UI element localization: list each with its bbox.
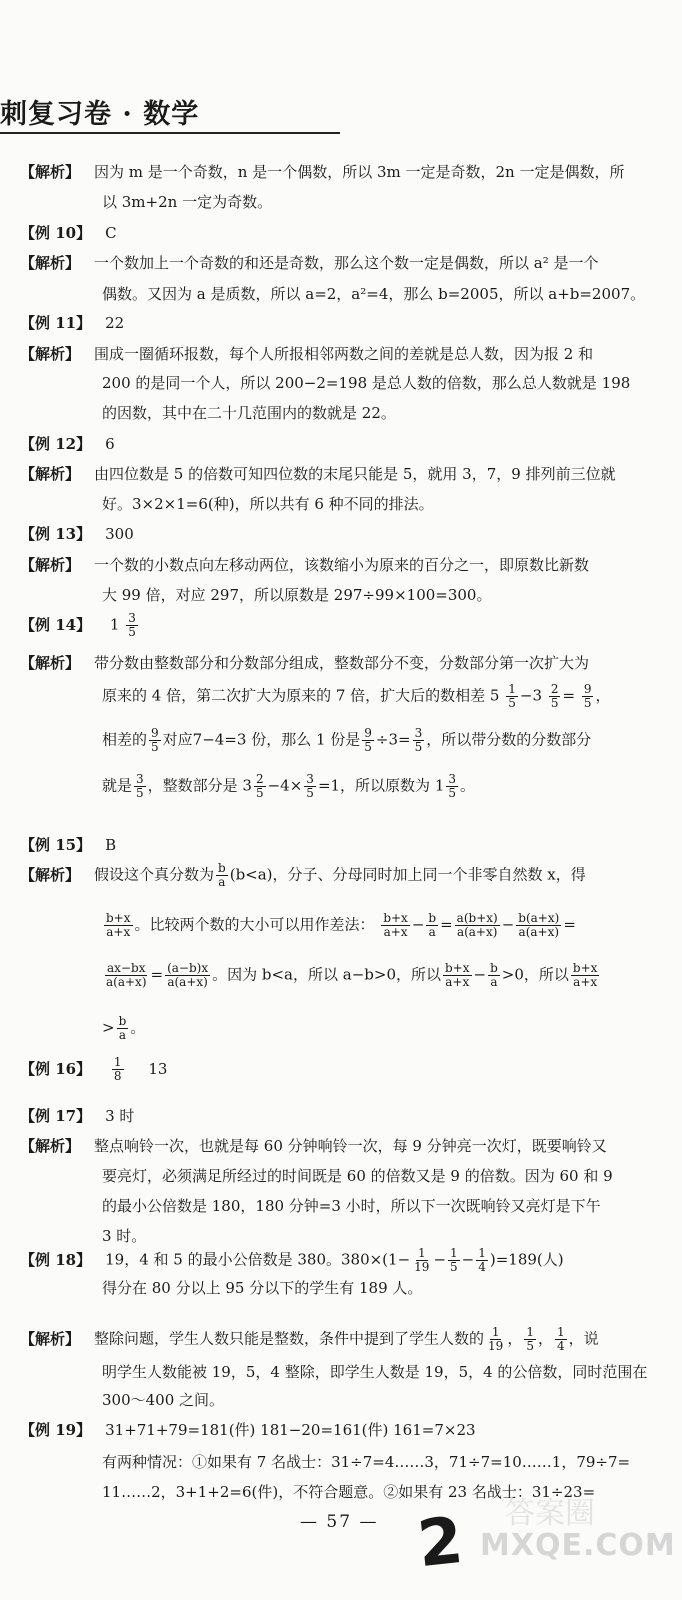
- entry-text: 22: [105, 314, 125, 332]
- entry-text: 一个数的小数点向左移动两位，该数缩小为原来的百分之一，即原数比新数: [94, 556, 590, 574]
- entry-line: [20, 1420, 476, 1440]
- entry-line: [20, 162, 624, 182]
- entry-line: [20, 253, 599, 273]
- entry-text: 整点响铃一次，也就是每 60 分钟响铃一次，每 9 分钟亮一次灯，既要响铃又: [94, 1137, 607, 1155]
- continuation-line: [102, 585, 491, 605]
- entry-line: [20, 555, 589, 575]
- entry-line: [20, 653, 589, 673]
- continuation-line: [102, 1278, 422, 1298]
- entry-text: 3 时: [105, 1107, 135, 1125]
- entry-tag: 【例 11】: [20, 314, 92, 332]
- analysis-14-line-3: 相差的 $\frac{9}{5}$ 对应7−4=3 份，那么 1 份是 $\frac{9}{5}$ ÷3= $\frac{3}{5}$ ，所以带分数的分数部分: [102, 726, 592, 754]
- analysis-18-line-2: 明学生人数能被 19，5，4 整除，即学生人数是 19，5，4 的公倍数，同时范围在: [102, 1363, 648, 1381]
- example-14: [20, 612, 140, 639]
- entry-text: 大 99 倍，对应 297，所以原数是 297÷99×100=300。: [102, 586, 492, 604]
- entry-line: [20, 835, 116, 855]
- entry-text: 因为 m 是一个奇数，n 是一个偶数，所以 3m 一定是奇数，2n 一定是偶数，所: [94, 163, 625, 181]
- continuation-line: [102, 1390, 224, 1410]
- entry-line: [20, 344, 593, 364]
- entry-line: [20, 434, 115, 454]
- entry-text: 3 时。: [102, 1227, 147, 1245]
- entry-tag: 【解析】: [20, 556, 81, 574]
- entry-text: 200 的是同一个人，所以 200−2=198 是总人数的倍数，那么总人数就是 198: [102, 374, 631, 392]
- entry-tag: 【例 15】: [20, 836, 92, 854]
- analysis-14-line-2: 原来的 4 倍，第二次扩大为原来的 7 倍，扩大后的数相差 5 $\frac{1}{5}$ −3 $\frac{2}{5}$ = $\frac{9}{5}$ ，: [102, 682, 611, 710]
- entry-tag: 【解析】: [20, 654, 81, 672]
- page-header-title: 刺复习卷 · 数学: [0, 99, 200, 130]
- entry-text: 由四位数是 5 的倍数可知四位数的末尾只能是 5，就用 3，7，9 排列前三位就: [94, 465, 616, 483]
- continuation-line: [102, 284, 645, 304]
- entry-tag: 【解析】: [20, 1137, 81, 1155]
- entry-line: [20, 464, 616, 484]
- entry-text: 有两种情况：①如果有 7 名战士：31÷7=4……3，71÷7=10……1，79÷7=: [102, 1453, 631, 1471]
- entry-line: [20, 1136, 607, 1156]
- entry-text: 300: [105, 525, 134, 543]
- watermark-logo: 答案圈: [505, 1496, 595, 1531]
- entry-text: C: [105, 224, 117, 242]
- continuation-line: [102, 403, 396, 423]
- analysis-15-line-2: $\frac{b+x}{a+x}$ 。比较两个数的大小可以用作差法： $\frac{b+x}{a+x}$ − $\frac{b}{a}$ = $\frac{a(b+x)}{a(a+x)}$ − $\frac{b(a+x)}{a(a+x)}$ =: [106, 911, 576, 939]
- entry-text: 带分数由整数部分和分数部分组成，整数部分不变，分数部分第一次扩大为: [94, 654, 590, 672]
- watermark: MXQE.COM: [480, 1528, 676, 1563]
- continuation-line: [102, 1166, 613, 1186]
- entry-tag: 【例 13】: [20, 525, 92, 543]
- entry-line: [20, 313, 124, 333]
- page-number: — 57 —: [300, 1512, 379, 1532]
- example-tag: 【例 14】: [20, 615, 92, 634]
- example-18: 【例 18】 19，4 和 5 的最小公倍数是 380。380×(1− $\frac{1}{19}$ − $\frac{1}{5}$ − $\frac{1}{4}$ )=189(人): [20, 1246, 564, 1274]
- entry-line: [20, 1106, 134, 1126]
- entry-text: 围成一圈循环报数，每个人所报相邻两数之间的差就是总人数，因为报 2 和: [94, 345, 594, 363]
- header-rule: [0, 132, 340, 134]
- analysis-14-line-4: 就是 $\frac{3}{5}$ ，整数部分是 3 $\frac{2}{5}$ −4× $\frac{3}{5}$ =1，所以原数为 1 $\frac{3}{5}$ 。: [102, 772, 476, 800]
- entry-tag: 【解析】: [20, 345, 81, 363]
- entry-text: 一个数加上一个奇数的和还是奇数，那么这个数一定是偶数，所以 a² 是一个: [94, 254, 599, 272]
- entry-tag: 【解析】: [20, 163, 81, 181]
- entry-tag: 【例 12】: [20, 435, 92, 453]
- entry-text: 得分在 80 分以上 95 分以下的学生有 189 人。: [102, 1279, 423, 1297]
- continuation-line: [102, 494, 434, 514]
- entry-text: 好。3×2×1=6(种)，所以共有 6 种不同的排法。: [102, 495, 434, 513]
- entry-line: [20, 524, 134, 544]
- example-16: 【例 16】 $\frac{1}{8}$ 13: [20, 1055, 168, 1083]
- continuation-line: [102, 1196, 601, 1216]
- entry-line: [20, 223, 117, 243]
- continuation-line: [102, 1226, 146, 1246]
- fraction: $\frac{3}{5}$: [128, 611, 136, 639]
- continuation-line: [102, 373, 630, 393]
- analysis-15-line-1: 【解析】 假设这个真分数为 $\frac{b}{a}$ (b<a)，分子、分母同时加上同一个非零自然数 x，得: [20, 861, 586, 889]
- analysis-18-line-1: 【解析】 整除问题，学生人数只能是整数，条件中提到了学生人数的 $\frac{1}{19}$ ， $\frac{1}{5}$ ， $\frac{1}{4}$ ，说: [20, 1325, 599, 1353]
- entry-text: 要亮灯，必须满足所经过的时间既是 60 的倍数又是 9 的倍数。因为 60 和 9: [102, 1167, 613, 1185]
- handwritten-mark: 2: [414, 1503, 467, 1583]
- entry-tag: 【例 10】: [20, 224, 92, 242]
- entry-tag: 【例 17】: [20, 1107, 92, 1125]
- entry-text: 300～400 之间。: [102, 1391, 225, 1409]
- entry-tag: 【例 19】: [20, 1421, 92, 1439]
- entry-text: 的最小公倍数是 180，180 分钟=3 小时，所以下一次既响铃又亮灯是下午: [102, 1197, 601, 1215]
- entry-tag: 【解析】: [20, 254, 81, 272]
- mixed-whole: 1: [109, 615, 120, 634]
- entry-text: 6: [105, 435, 115, 453]
- continuation-line: [102, 192, 272, 212]
- analysis-15-line-4: > $\frac{b}{a}$ 。: [102, 1014, 146, 1042]
- entry-text: B: [105, 836, 117, 854]
- analysis-15-line-3: $\frac{ax-bx}{a(a+x)}$ = $\frac{(a-b)x}{a(a+x)}$ 。因为 b<a，所以 a−b>0，所以 $\frac{b+x}{a+x}$ − $\frac{b}{a}$ >0，所以 $\frac{b+x}{a+x}$: [106, 961, 598, 989]
- entry-text: 11……2，3+1+2=6(件)，不符合题意。②如果有 23 名战士：31÷23=: [102, 1483, 596, 1501]
- continuation-line: [102, 1452, 630, 1472]
- entry-tag: 【解析】: [20, 465, 81, 483]
- entry-text: 的因数，其中在二十几范围内的数就是 22。: [102, 404, 396, 422]
- entry-text: 31+71+79=181(件) 181−20=161(件) 161=7×23: [105, 1421, 476, 1439]
- entry-text: 以 3m+2n 一定为奇数。: [102, 193, 273, 211]
- entry-text: 偶数。又因为 a 是质数，所以 a=2，a²=4，那么 b=2005，所以 a+b=2007。: [102, 285, 646, 303]
